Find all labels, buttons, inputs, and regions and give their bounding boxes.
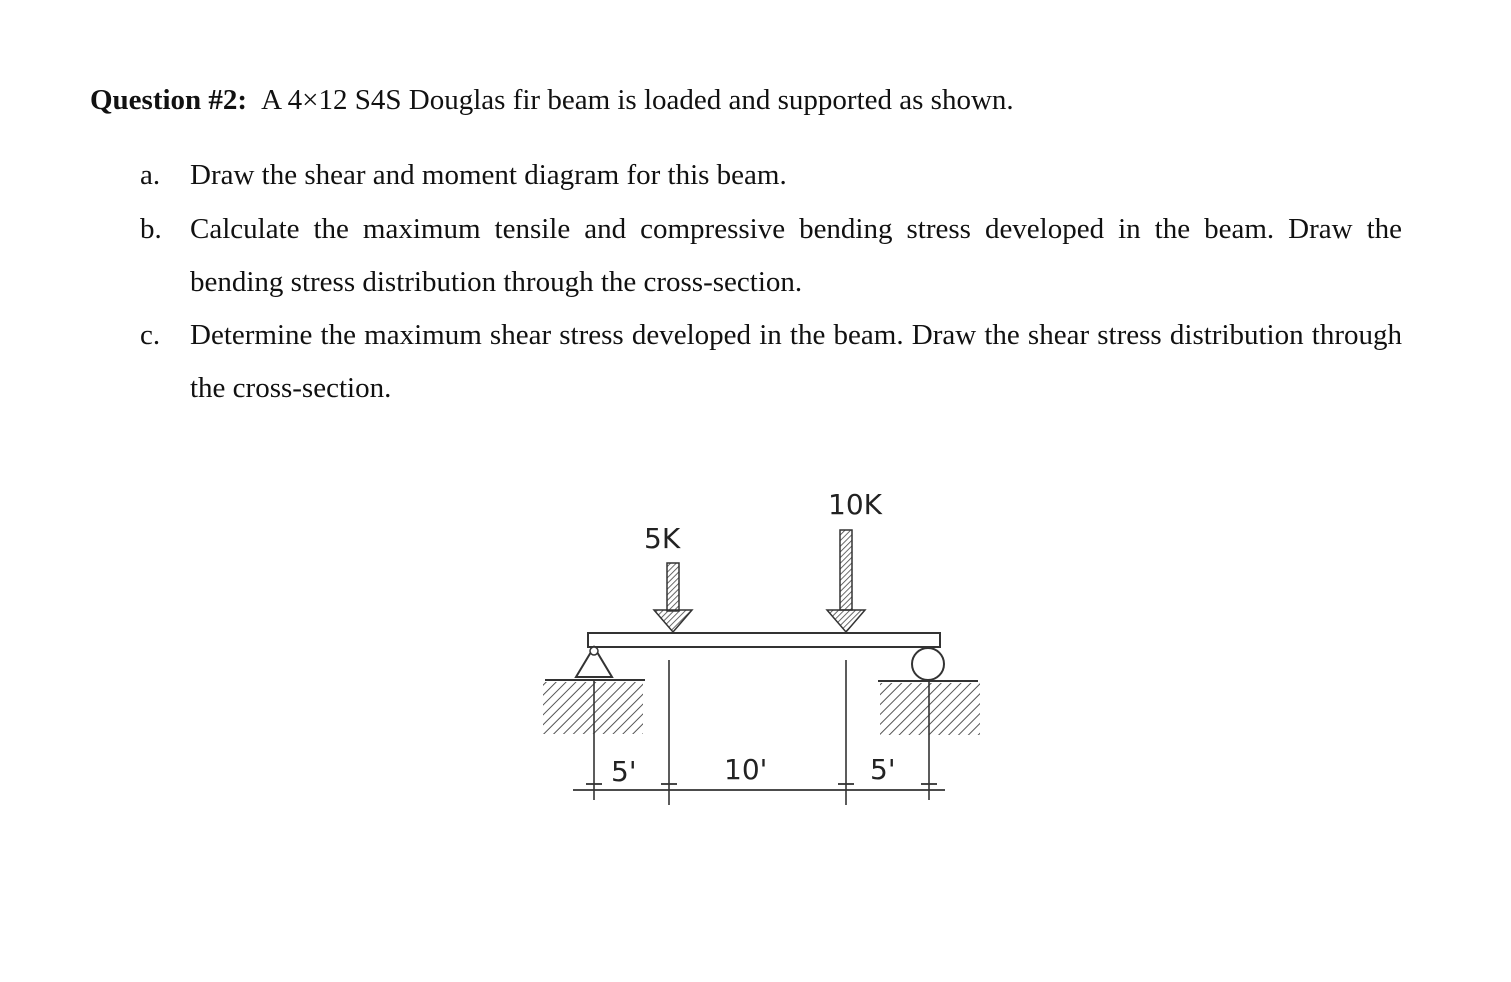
span-label-middle: 10' (724, 753, 768, 786)
beam-diagram-svg (530, 478, 1000, 823)
load-arrow-5k (654, 563, 692, 632)
list-item-c (140, 309, 1402, 415)
list-item-a (140, 149, 1402, 202)
load-arrow-10k (827, 530, 865, 632)
list-item-text: Determine the maximum shear stress developed in the beam. Draw the shear stress distribution through the cross-section. (190, 319, 1402, 404)
list-marker: b. (140, 213, 162, 245)
beam (588, 633, 940, 647)
list-item-text: Draw the shear and moment diagram for this beam. (190, 159, 787, 191)
list-marker: c. (140, 319, 161, 351)
span-label-right: 5' (870, 753, 896, 786)
question-heading (90, 82, 1014, 118)
beam-diagram (530, 478, 1000, 823)
question-label: Question #2: (90, 84, 248, 116)
load-label-5k: 5K (644, 522, 681, 555)
list-item-text: Calculate the maximum tensile and compressive bending stress developed in the beam. Draw the bending stress distribution through the cross-section. (190, 213, 1402, 298)
span-label-left: 5' (611, 755, 637, 788)
list-item-b (140, 203, 1402, 309)
question-text: A 4×12 S4S Douglas fir beam is loaded and supported as shown. (261, 84, 1014, 116)
list-marker: a. (140, 159, 161, 191)
load-label-10k: 10K (828, 488, 882, 521)
